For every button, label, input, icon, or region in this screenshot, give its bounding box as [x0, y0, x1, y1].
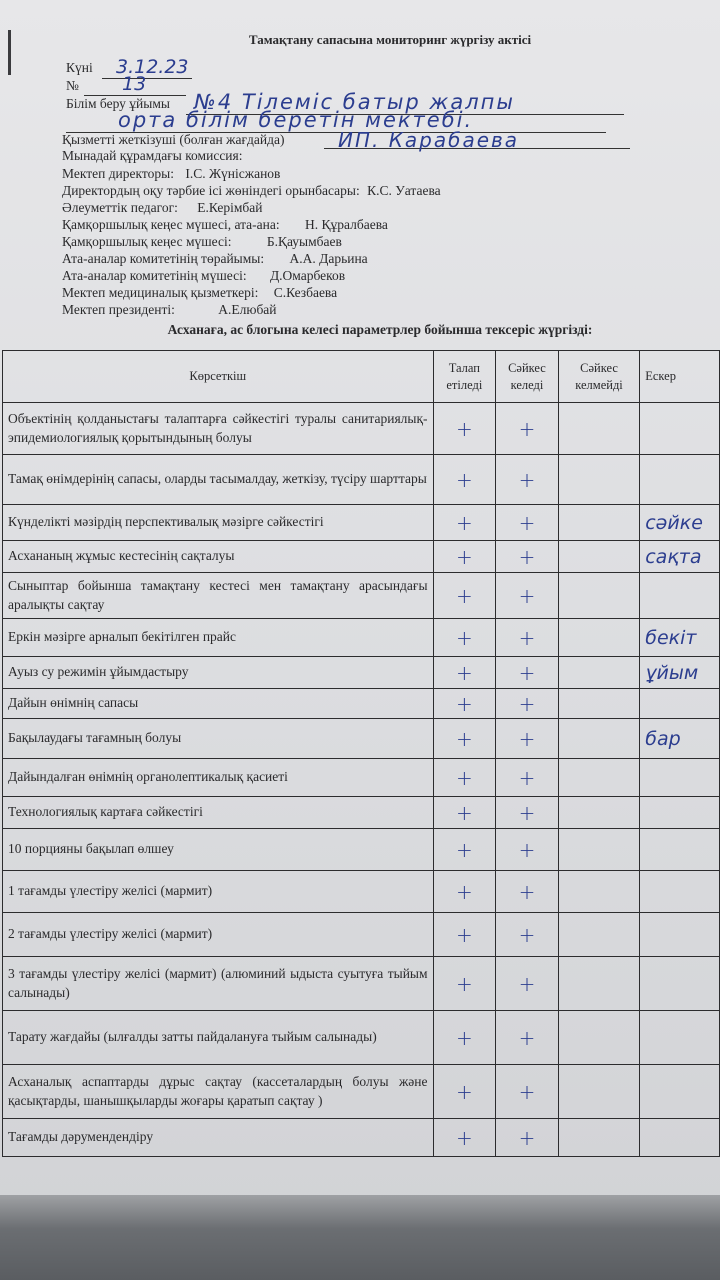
required-cell: +	[433, 1065, 496, 1119]
header-compliant: Сәйкес келеді	[496, 351, 559, 403]
org-value-line2: орта білім беретін мектебі.	[118, 108, 474, 132]
member-name: Б.Қауымбаев	[266, 234, 342, 249]
indicator-cell: Ауыз су режимін ұйымдастыру	[3, 657, 434, 689]
member-school-nurse	[62, 285, 337, 301]
note-cell	[640, 1119, 720, 1157]
noncompliant-cell	[558, 719, 639, 759]
table-row	[3, 797, 720, 829]
note-cell	[640, 573, 720, 619]
table-surface-shadow	[0, 1195, 720, 1280]
member-name: К.С. Уатаева	[367, 183, 441, 198]
member-trustee	[62, 234, 342, 250]
indicator-cell: Бақылаудағы тағамның болуы	[3, 719, 434, 759]
compliant-cell: +	[496, 797, 559, 829]
required-cell: +	[433, 505, 496, 541]
compliant-cell: +	[496, 455, 559, 505]
table-row	[3, 573, 720, 619]
member-social-pedagogue	[62, 200, 262, 216]
inspection-subheading: Асханаға, ас блогына келесі параметрлер бойынша тексеріс жүргізді:	[167, 322, 593, 337]
header-indicator: Көрсеткіш	[3, 351, 434, 403]
indicator-cell: Асхананың жұмыс кестесінің сақталуы	[3, 541, 434, 573]
indicator-cell: Сыныптар бойынша тамақтану кестесі мен тамақтану арасындағы аралықты сақтау	[3, 573, 434, 619]
table-row	[3, 541, 720, 573]
compliant-cell: +	[496, 505, 559, 541]
noncompliant-cell	[558, 541, 639, 573]
indicator-cell: Объектінің қолданыстағы талаптарға сәйкестігі туралы санитариялық-эпидемиологиялық қорытындының болуы	[3, 403, 434, 455]
member-role: Қамқоршылық кеңес мүшесі:	[62, 234, 232, 249]
indicator-cell: Дайындалған өнімнің органолептикалық қасиеті	[3, 759, 434, 797]
note-cell	[640, 759, 720, 797]
compliant-cell: +	[496, 403, 559, 455]
number-value: 13	[122, 73, 147, 95]
noncompliant-cell	[558, 455, 639, 505]
compliant-cell: +	[496, 957, 559, 1011]
table-row	[3, 913, 720, 957]
date-underline	[102, 78, 192, 79]
indicator-cell: Еркін мәзірге арналып бекітілген прайс	[3, 619, 434, 657]
table-row	[3, 871, 720, 913]
indicator-cell: Дайын өнімнің сапасы	[3, 689, 434, 719]
required-cell: +	[433, 689, 496, 719]
table-row	[3, 505, 720, 541]
member-director	[62, 166, 280, 182]
note-cell	[640, 1011, 720, 1065]
noncompliant-cell	[558, 1119, 639, 1157]
member-role: Мектеп директоры:	[62, 166, 174, 181]
table-row	[3, 957, 720, 1011]
required-cell: +	[433, 759, 496, 797]
compliant-cell: +	[496, 689, 559, 719]
note-cell: ұйым	[640, 657, 720, 689]
indicator-cell: 2 тағамды үлестіру желісі (мармит)	[3, 913, 434, 957]
note-cell	[640, 829, 720, 871]
compliant-cell: +	[496, 619, 559, 657]
table-row	[3, 403, 720, 455]
compliant-cell: +	[496, 1065, 559, 1119]
member-role: Әлеуметтік педагог:	[62, 200, 178, 215]
noncompliant-cell	[558, 619, 639, 657]
noncompliant-cell	[558, 871, 639, 913]
required-cell: +	[433, 957, 496, 1011]
note-cell	[640, 689, 720, 719]
table-row	[3, 455, 720, 505]
note-cell: бекіт	[640, 619, 720, 657]
indicator-cell: Тағамды дәрумендендіру	[3, 1119, 434, 1157]
table-row	[3, 1065, 720, 1119]
table-header-row	[3, 351, 720, 403]
required-cell: +	[433, 797, 496, 829]
note-cell	[640, 957, 720, 1011]
noncompliant-cell	[558, 403, 639, 455]
noncompliant-cell	[558, 505, 639, 541]
noncompliant-cell	[558, 573, 639, 619]
member-name: Е.Керімбай	[197, 200, 263, 215]
required-cell: +	[433, 913, 496, 957]
member-deputy	[62, 183, 441, 199]
document-title: Тамақтану сапасына мониторинг жүргізу актісі	[248, 32, 532, 47]
noncompliant-cell	[558, 657, 639, 689]
required-cell: +	[433, 829, 496, 871]
compliant-cell: +	[496, 573, 559, 619]
date-value: 3.12.23	[116, 56, 189, 78]
indicator-cell: Асханалық аспаптарды дұрыс сақтау (кассеталардың болуы және қасықтарды, шанышқыларды жоғары қаратып сақтау )	[3, 1065, 434, 1119]
indicator-cell: Күнделікті мәзірдің перспективалық мәзірге сәйкестігі	[3, 505, 434, 541]
noncompliant-cell	[558, 957, 639, 1011]
note-cell	[640, 403, 720, 455]
noncompliant-cell	[558, 1011, 639, 1065]
provider-value: ИП. Карабаева	[338, 128, 520, 152]
note-cell	[640, 797, 720, 829]
member-role: Қамқоршылық кеңес мүшесі, ата-ана:	[62, 217, 280, 232]
table-row	[3, 689, 720, 719]
compliant-cell: +	[496, 913, 559, 957]
table-row	[3, 759, 720, 797]
table-row	[3, 657, 720, 689]
table-row	[3, 619, 720, 657]
note-cell	[640, 1065, 720, 1119]
org-label: Білім беру ұйымы	[66, 96, 170, 111]
table-row	[3, 719, 720, 759]
note-cell: бар	[640, 719, 720, 759]
indicator-cell: Технологиялық картаға сәйкестігі	[3, 797, 434, 829]
member-name: С.Кезбаева	[273, 285, 338, 300]
header-note: Ескер	[640, 351, 720, 403]
indicator-cell: 10 порцияны бақылап өлшеу	[3, 829, 434, 871]
commission-label: Мынадай құрамдағы комиссия:	[62, 148, 243, 163]
noncompliant-cell	[558, 1065, 639, 1119]
required-cell: +	[433, 619, 496, 657]
compliant-cell: +	[496, 829, 559, 871]
org-value-line1: №4 Тілеміс батыр жалпы	[194, 90, 515, 114]
compliant-cell: +	[496, 1119, 559, 1157]
note-cell	[640, 455, 720, 505]
compliant-cell: +	[496, 719, 559, 759]
noncompliant-cell	[558, 759, 639, 797]
required-cell: +	[433, 403, 496, 455]
required-cell: +	[433, 1011, 496, 1065]
required-cell: +	[433, 1119, 496, 1157]
member-role: Директордың оқу тәрбие ісі жөніндегі орынбасары:	[62, 183, 360, 198]
table-row	[3, 1119, 720, 1157]
provider-label: Қызметті жеткізуші (болған жағдайда)	[62, 132, 285, 147]
compliant-cell: +	[496, 657, 559, 689]
note-cell: сәйке	[640, 505, 720, 541]
header-required: Талап етіледі	[433, 351, 496, 403]
indicator-cell: Тамақ өнімдерінің сапасы, оларды тасымалдау, жеткізу, түсіру шарттары	[3, 455, 434, 505]
member-role: Мектеп президенті:	[62, 302, 175, 317]
date-label: Күні	[66, 60, 93, 75]
compliant-cell: +	[496, 759, 559, 797]
number-label: №	[66, 78, 79, 93]
member-name: А.А. Дарьина	[289, 251, 368, 266]
member-role: Ата-аналар комитетінің төрайымы:	[62, 251, 265, 266]
note-cell	[640, 913, 720, 957]
compliant-cell: +	[496, 541, 559, 573]
compliant-cell: +	[496, 871, 559, 913]
member-role: Ата-аналар комитетінің мүшесі:	[62, 268, 247, 283]
required-cell: +	[433, 455, 496, 505]
indicator-cell: 3 тағамды үлестіру желісі (мармит) (алюминий ыдыста суытуға тыйым салынады)	[3, 957, 434, 1011]
indicator-cell: Тарату жағдайы (ылғалды затты пайдалануға тыйым салынады)	[3, 1011, 434, 1065]
table-row	[3, 1011, 720, 1065]
member-parent-committee	[62, 268, 345, 284]
noncompliant-cell	[558, 797, 639, 829]
indicator-cell: 1 тағамды үлестіру желісі (мармит)	[3, 871, 434, 913]
note-cell	[640, 871, 720, 913]
required-cell: +	[433, 573, 496, 619]
noncompliant-cell	[558, 689, 639, 719]
required-cell: +	[433, 657, 496, 689]
required-cell: +	[433, 541, 496, 573]
member-name: І.С. Жүнісжанов	[185, 166, 281, 181]
member-name: А.Елюбай	[218, 302, 277, 317]
inspection-table	[2, 350, 720, 1157]
table-row	[3, 829, 720, 871]
noncompliant-cell	[558, 829, 639, 871]
member-parent-committee-chair	[62, 251, 368, 267]
compliant-cell: +	[496, 1011, 559, 1065]
member-trustee-parent	[62, 217, 388, 233]
member-name: Д.Омарбеков	[269, 268, 346, 283]
member-school-president	[62, 302, 277, 318]
required-cell: +	[433, 871, 496, 913]
required-cell: +	[433, 719, 496, 759]
member-role: Мектеп медициналық қызметкері:	[62, 285, 259, 300]
header-noncompliant: Сәйкес келмейді	[558, 351, 639, 403]
member-name: Н. Құралбаева	[304, 217, 388, 232]
noncompliant-cell	[558, 913, 639, 957]
note-cell: сақта	[640, 541, 720, 573]
